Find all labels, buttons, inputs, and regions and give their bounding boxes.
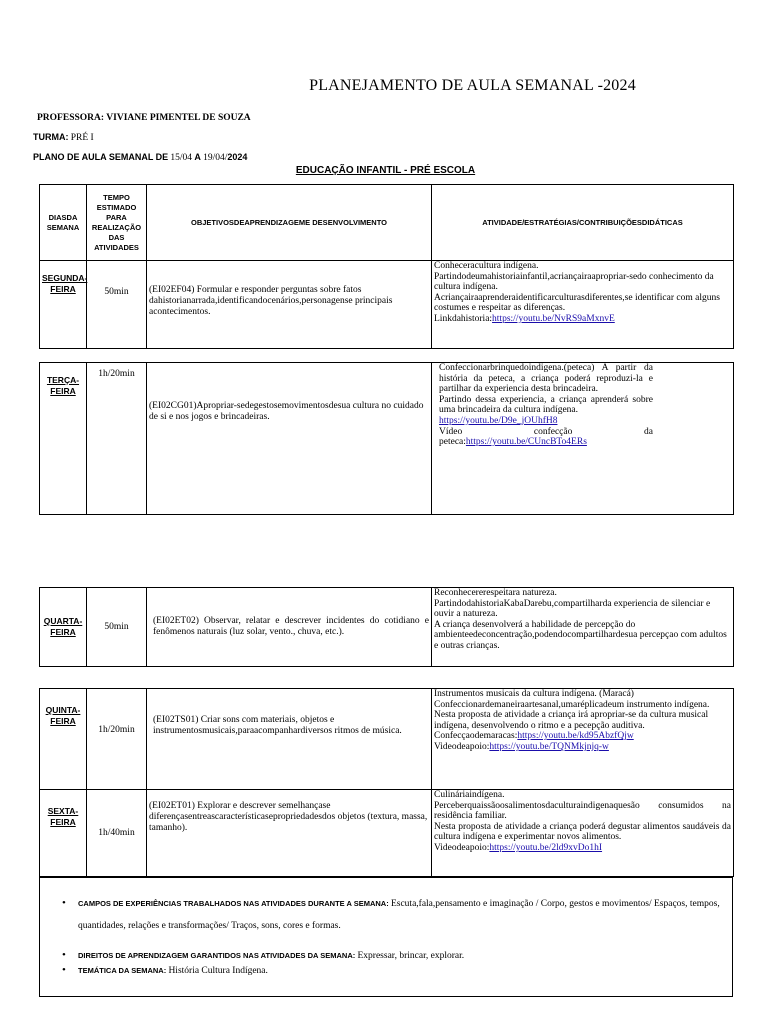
activity-text: Confeccionarbrinquedoindigena.(peteca) A partir da história da peteca, a criança poderá reproduzi-la e partilhar da experiencia desta brincadeira. xyxy=(439,363,653,395)
video-link[interactable]: https://youtu.be/NvRS9aMxnvE xyxy=(492,313,615,324)
activity-line xyxy=(439,427,653,448)
day-cell: QUARTA-FEIRA xyxy=(40,588,87,667)
day-cell: SEGUNDA-FEIRA xyxy=(40,261,87,349)
table-header-row xyxy=(40,185,734,261)
activity-text: Partindo dessa experiencia, a criança aprenderá sobre uma brincadeira da cultura indígena. xyxy=(439,394,653,416)
col-header-objectives: OBJETIVOSDEAPRENDIZAGEME DESENVOLVIMENTO xyxy=(147,185,432,261)
activity-line xyxy=(434,843,731,854)
activities-cell xyxy=(432,689,734,790)
activity-line xyxy=(434,314,731,325)
activities-cell xyxy=(432,588,734,667)
time-cell: 1h/20min xyxy=(87,363,147,515)
activities-cell xyxy=(432,261,734,349)
activity-line xyxy=(439,416,653,427)
fields-of-experience-item xyxy=(40,893,732,937)
activity-text: Videodeapoio: xyxy=(434,741,490,752)
activity-line xyxy=(434,620,731,652)
activity-text: Nesta proposta de atividade a criança poderá degustar alimentos saudáveis da cultura indígena e experimentar novos alimentos. xyxy=(434,821,731,843)
plan-label: PLANO DE AULA SEMANAL DE xyxy=(33,152,169,162)
fields-label: CAMPOS DE EXPERIÊNCIAS TRABALHADOS NAS ATIVIDADES DURANTE A SEMANA: xyxy=(78,899,389,908)
activity-line xyxy=(434,790,731,801)
activity-text: Confeccionardemaneiraartesanal,umaréplicadeum instrumento indígena. xyxy=(434,699,710,710)
activity-text: Conheceracultura indígena. xyxy=(434,261,539,271)
learning-rights-item xyxy=(40,948,732,963)
theme-label: TEMÁTICA DA SEMANA: xyxy=(78,966,167,975)
activity-text: Culináriaindígena. xyxy=(434,790,505,800)
weekly-theme-item xyxy=(40,963,732,978)
class-label: TURMA: xyxy=(33,132,69,142)
objective-cell: (EI02CG01)Apropriar-sedegestosemovimentosdesua cultura no cuidado de si e nos jogos e brincadeiras. xyxy=(147,363,432,515)
activities-cell xyxy=(432,363,734,515)
fields-text: Escuta,fala,pensamento e imaginação / Corpo, gestos e movimentos/ Espaços, tempos, quantidades, relações e transformações/ Traços, sons, cores e formas. xyxy=(78,899,720,931)
teacher-name: VIVIANE PIMENTEL DE SOUZA xyxy=(106,113,251,123)
rights-text: Expressar, brincar, explorar. xyxy=(357,951,465,961)
activity-line xyxy=(434,272,731,293)
activity-line xyxy=(434,801,731,822)
activity-line xyxy=(434,700,731,711)
activity-text: Perceberquaissãoosalimentosdaculturaindigenaquesão consumidos na residência familiar. xyxy=(434,800,731,822)
table-row xyxy=(40,261,734,349)
activity-line xyxy=(439,395,653,416)
activity-text: Instrumentos musicais da cultura indígena. (Maracá) xyxy=(434,689,634,699)
activity-line xyxy=(434,822,731,843)
plan-table-2 xyxy=(39,362,734,515)
time-cell: 50min xyxy=(87,588,147,667)
date-from: 15/04 xyxy=(170,153,193,163)
col-header-day: DIASDA SEMANA xyxy=(40,185,87,261)
activity-text: Reconhecererespeitara natureza. xyxy=(434,588,557,598)
table-row xyxy=(40,689,734,790)
plan-table-1 xyxy=(39,184,734,349)
video-link[interactable]: https://youtu.be/D9e_jOUhfH8 xyxy=(439,415,558,426)
activity-line xyxy=(434,261,731,272)
activity-text: Videodeapoio: xyxy=(434,842,490,853)
activity-line xyxy=(434,689,731,700)
activity-text: Linkdahistoria: xyxy=(434,313,493,324)
plan-year: 2024 xyxy=(227,152,248,162)
video-link[interactable]: https://youtu.be/2ld9xvDo1hI xyxy=(489,842,603,853)
activity-line xyxy=(434,710,731,731)
video-link[interactable]: https://youtu.be/CUncBTo4ERs xyxy=(465,437,587,448)
plan-table-4 xyxy=(39,688,734,877)
video-link[interactable]: https://youtu.be/kd95AbzfQjw xyxy=(517,731,634,742)
page-title: PLANEJAMENTO DE AULA SEMANAL -2024 xyxy=(309,77,636,94)
theme-text: História Cultura Indígena. xyxy=(168,966,268,976)
activity-line xyxy=(434,599,731,620)
teacher-line xyxy=(37,112,251,123)
date-to: 19/04/ xyxy=(203,153,228,163)
activity-text: Acriançairaaprenderaidentificarculturasdiferentes,se identificar com alguns costumes e respeitar as diferenças. xyxy=(434,292,720,314)
rights-label: DIREITOS DE APRENDIZAGEM GARANTIDOS NAS ATIVIDADES DA SEMANA: xyxy=(78,951,356,960)
objective-cell: (EI02EF04) Formular e responder perguntas sobre fatos dahistorianarrada,identificandocenários,personagense principais acontecimentos. xyxy=(147,261,432,349)
time-cell: 50min xyxy=(87,261,147,349)
day-cell: TERÇA-FEIRA xyxy=(40,363,87,515)
activity-line xyxy=(434,293,731,314)
col-header-time: TEMPO ESTIMADO PARA REALIZAÇÃO DAS ATIVIDADES xyxy=(87,185,147,261)
activity-line xyxy=(434,731,731,742)
activity-line xyxy=(434,742,731,753)
video-link[interactable]: https://youtu.be/TQNMkjnjq-w xyxy=(489,741,609,752)
table-row xyxy=(40,363,734,515)
objective-cell: (EI02TS01) Criar sons com materiais, objetos e instrumentosmusicais,paraacompanhardiversos ritmos de música. xyxy=(147,689,432,790)
activity-text: Vídeo confecção da peteca: xyxy=(439,426,653,448)
activity-text: Confecçaodemaracas: xyxy=(434,731,518,742)
activity-line xyxy=(439,363,653,395)
objective-cell: (EI02ET02) Observar, relatar e descrever incidentes do cotidiano e fenômenos naturais (luz solar, vento., chuva, etc.). xyxy=(147,588,432,667)
time-cell: 1h/40min xyxy=(87,790,147,877)
table-row xyxy=(40,588,734,667)
time-cell: 1h/20min xyxy=(87,689,147,790)
class-value: PRÉ I xyxy=(70,133,94,143)
activities-cell xyxy=(432,790,734,877)
teacher-label: PROFESSORA: xyxy=(37,113,105,123)
col-header-activities: ATIVIDADE/ESTRATÉGIAS/CONTRIBUIÇÕESDIDÁTICAS xyxy=(432,185,734,261)
objective-cell: (EI02ET01) Explorar e descrever semelhançase diferençasentreascaracterísticasepropriedadesdos objetos (textura, massa, tamanho). xyxy=(147,790,432,877)
plan-line xyxy=(33,152,247,163)
class-line xyxy=(33,132,94,143)
day-cell: QUINTA-FEIRA xyxy=(40,689,87,790)
section-subtitle: EDUCAÇÃO INFANTIL - PRÉ ESCOLA xyxy=(295,165,476,176)
activity-text: PartindodahistoriaKabaDarebu,compartilharda experiencia de silenciar e ouvir a natureza. xyxy=(434,598,711,620)
activity-text: Nesta proposta de atividade a criança irá apropriar-se da cultura musical indígena, desenvolvendo o ritmo e a pecepção auditiva. xyxy=(434,710,709,731)
date-sep: A xyxy=(194,152,201,162)
plan-table-3 xyxy=(39,587,734,667)
table-row xyxy=(40,790,734,877)
activity-text: Partindodeumahistoriainfantil,acriançairaapropriar-sedo conhecimento da cultura indígena. xyxy=(434,271,714,293)
activity-text: A criança desenvolverá a habilidade de percepção do ambienteedeconcentração,podendocompartilhardesua percepçao com adultos e outras crianças. xyxy=(434,619,727,651)
activity-line xyxy=(434,588,731,599)
weekly-summary-box xyxy=(39,877,733,997)
day-cell: SEXTA-FEIRA xyxy=(40,790,87,877)
